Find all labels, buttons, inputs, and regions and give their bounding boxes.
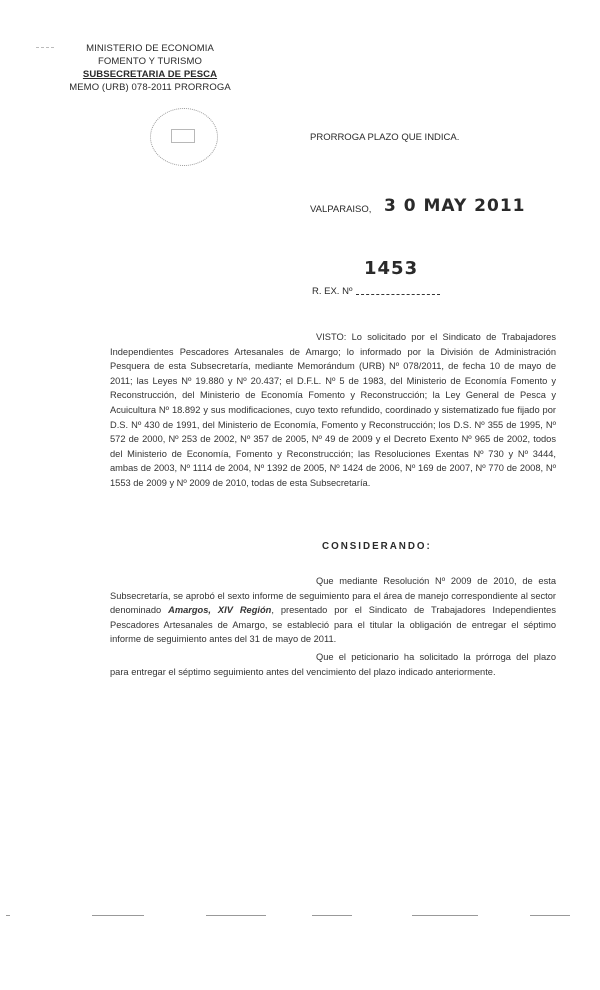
footer-rule	[206, 915, 266, 916]
subsecretaria-name: SUBSECRETARIA DE PESCA	[82, 69, 218, 80]
stamp-box	[171, 129, 195, 143]
considerando-heading: CONSIDERANDO:	[322, 541, 432, 552]
footer-rule	[92, 915, 144, 916]
place: VALPARAISO,	[310, 204, 372, 215]
c1-text-after: , presentado por el Sindicato de Trabajadores Independientes Pescadores Artesanales de Amargo, se estableció para el titular la obligación de entregar el séptimo informe de seguimiento antes del 31 de mayo de 2011.	[110, 605, 556, 645]
ministry-subname: FOMENTO Y TURISMO	[98, 56, 202, 67]
c1-text-before: Que mediante Resolución Nº 2009 de 2010, de esta Subsecretaría, se aprobó el sexto informe de seguimiento para el área de manejo correspondiente al sector denominado	[110, 576, 556, 616]
c1-sector-name: Amargos, XIV Región	[168, 605, 272, 616]
ministry-header	[66, 42, 234, 94]
memo-reference: MEMO (URB) 078-2011 PRORROGA	[69, 82, 231, 93]
footer-rule	[312, 915, 352, 916]
scan-mark	[36, 47, 54, 48]
footer-rule	[530, 915, 570, 916]
resolution-underline	[356, 294, 440, 295]
considerando-paragraph-2: Que el peticionario ha solicitado la prórroga del plazo para entregar el séptimo seguimiento antes del vencimiento del plazo indicado anteriormente.	[110, 652, 556, 677]
footer-mark	[6, 915, 10, 916]
resolution-label: R. EX. Nº	[312, 286, 353, 297]
ministry-name: MINISTERIO DE ECONOMIA	[86, 43, 214, 54]
office-stamp	[150, 108, 218, 166]
document-subject: PRORROGA PLAZO QUE INDICA.	[310, 132, 460, 143]
resolution-number: 1453	[364, 258, 419, 279]
document-date: 3 0 MAY 2011	[384, 196, 526, 216]
visto-paragraph: VISTO: Lo solicitado por el Sindicato de Trabajadores Independientes Pescadores Artesanales de Amargo; lo informado por la División de Administración Pesquera de esta Subsecretaría, mediante Memorándum (URB) Nº 078/2011, de fecha 10 de mayo de 2011; las Leyes Nº 19.880 y Nº 20.437; el D.F.L. Nº 5 de 1983, del Ministerio de Economía Fomento y Reconstrucción, del Ministerio de Economía Fomento y Reconstrucción; la Ley General de Pesca y Acuicultura Nº 18.892 y sus modificaciones, cuyo texto refundido, coordinado y sistematizado fue fijado por D.S. Nº 430 de 1991, del Ministerio de Economía, Fomento y Reconstrucción; los D.S. Nº 355 de 1995, Nº 572 de 2000, Nº 253 de 2002, Nº 357 de 2005, Nº 49 de 2009 y el Decreto Exento Nº 965 de 2002, todos del Ministerio de Economía, Fomento y Reconstrucción; las Resoluciones Exentas Nº 730 y Nº 3444, ambas de 2003, Nº 1114 de 2004, Nº 1392 de 2005, Nº 1424 de 2006, Nº 169 de 2007, Nº 770 de 2008, Nº 1553 de 2009 y Nº 2009 de 2010, todas de esta Subsecretaría.	[110, 332, 556, 488]
considerando-paragraph-1	[110, 574, 556, 647]
resolution-label-row	[312, 286, 440, 297]
footer-rule	[412, 915, 478, 916]
